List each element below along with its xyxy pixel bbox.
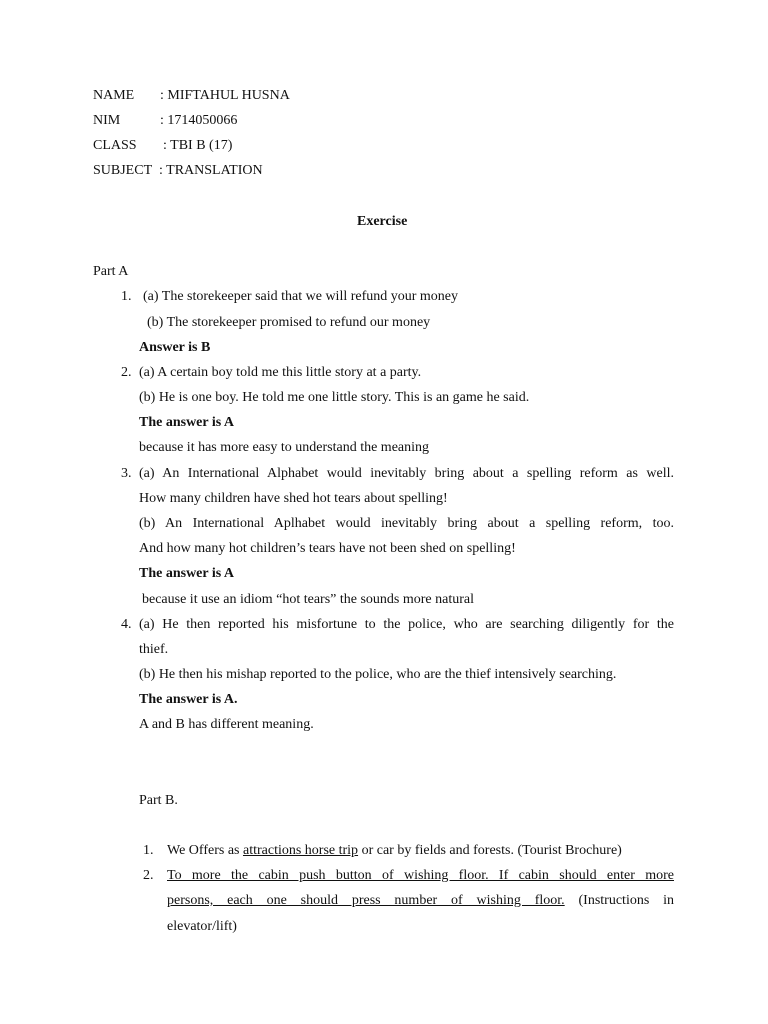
part-a-heading: Part A — [93, 264, 129, 279]
part-a-item-3-reason: because it use an idiom “hot tears” the sounds more natural — [142, 592, 475, 607]
part-a-item-1-option-b: (b) The storekeeper promised to refund our money — [147, 315, 431, 330]
part-b-item-1-text — [167, 842, 622, 860]
part-a-item-3-option-b-line2: And how many hot children’s tears have not been shed on spelling! — [139, 541, 516, 556]
part-b-heading: Part B. — [139, 793, 178, 808]
part-a-item-2-option-a: (a) A certain boy told me this little story at a party. — [139, 365, 422, 380]
part-a-item-4-answer: The answer is A. — [139, 692, 238, 707]
part-a-item-3-option-a-line1: (a) An International Alphabet would inevitably bring about a spelling reform as well. — [139, 466, 674, 481]
part-a-item-3-option-b-line1: (b) An International Aplhabet would inevitably bring about a spelling reform, too. — [139, 516, 674, 531]
part-a-item-1-option-a: (a) The storekeeper said that we will refund your money — [143, 289, 459, 304]
subject-value: : TRANSLATION — [159, 163, 263, 178]
part-b-item-1-post: or car by fields and forests. (Tourist Brochure) — [358, 843, 622, 858]
part-a-item-3-number: 3. — [121, 466, 132, 481]
name-value: : MIFTAHUL HUSNA — [160, 88, 290, 103]
part-b-item-2-line2 — [167, 892, 674, 910]
part-a-item-2-option-b: (b) He is one boy. He told me one little story. This is an game he said. — [139, 390, 530, 405]
part-b-item-1-pre: We Offers as — [167, 843, 243, 858]
part-a-item-3-answer: The answer is A — [139, 566, 235, 581]
class-label: CLASS — [93, 138, 137, 153]
part-a-item-2-answer: The answer is A — [139, 415, 235, 430]
part-a-item-2-reason: because it has more easy to understand the meaning — [139, 440, 430, 455]
part-b-item-1-number: 1. — [143, 843, 154, 858]
part-b-item-2-line2-post: (Instructions in — [564, 893, 675, 908]
part-a-item-1-answer: Answer is B — [139, 340, 211, 355]
part-a-item-4-option-a-line2: thief. — [139, 642, 169, 657]
part-a-item-4-option-b: (b) He then his mishap reported to the police, who are the thief intensively searching. — [139, 667, 617, 682]
part-a-item-4-reason: A and B has different meaning. — [139, 717, 314, 732]
page-title: Exercise — [357, 214, 408, 229]
part-a-item-4-number: 4. — [121, 617, 132, 632]
part-a-item-3-option-a-line2: How many children have shed hot tears about spelling! — [139, 491, 448, 506]
part-b-item-2-number: 2. — [143, 868, 154, 883]
nim-value: : 1714050066 — [160, 113, 238, 128]
part-b-item-2-line3: elevator/lift) — [167, 919, 237, 934]
part-b-item-1-underlined: attractions horse trip — [242, 843, 359, 858]
nim-label: NIM — [93, 113, 121, 128]
part-b-item-2-line2-underlined: persons, each one should press number of wishing floor. — [167, 893, 565, 908]
part-a-item-4-option-a-line1: (a) He then reported his misfortune to the police, who are searching diligently for the — [139, 617, 674, 632]
subject-label: SUBJECT — [93, 163, 153, 178]
part-b-item-2-line1-underlined: To more the cabin push button of wishing floor. If cabin should enter more — [167, 868, 674, 883]
part-a-item-1-number: 1. — [121, 289, 132, 304]
class-value: : TBI B (17) — [163, 138, 233, 153]
part-a-item-2-number: 2. — [121, 365, 132, 380]
name-label: NAME — [93, 88, 135, 103]
part-b-item-2-line1 — [167, 867, 674, 885]
